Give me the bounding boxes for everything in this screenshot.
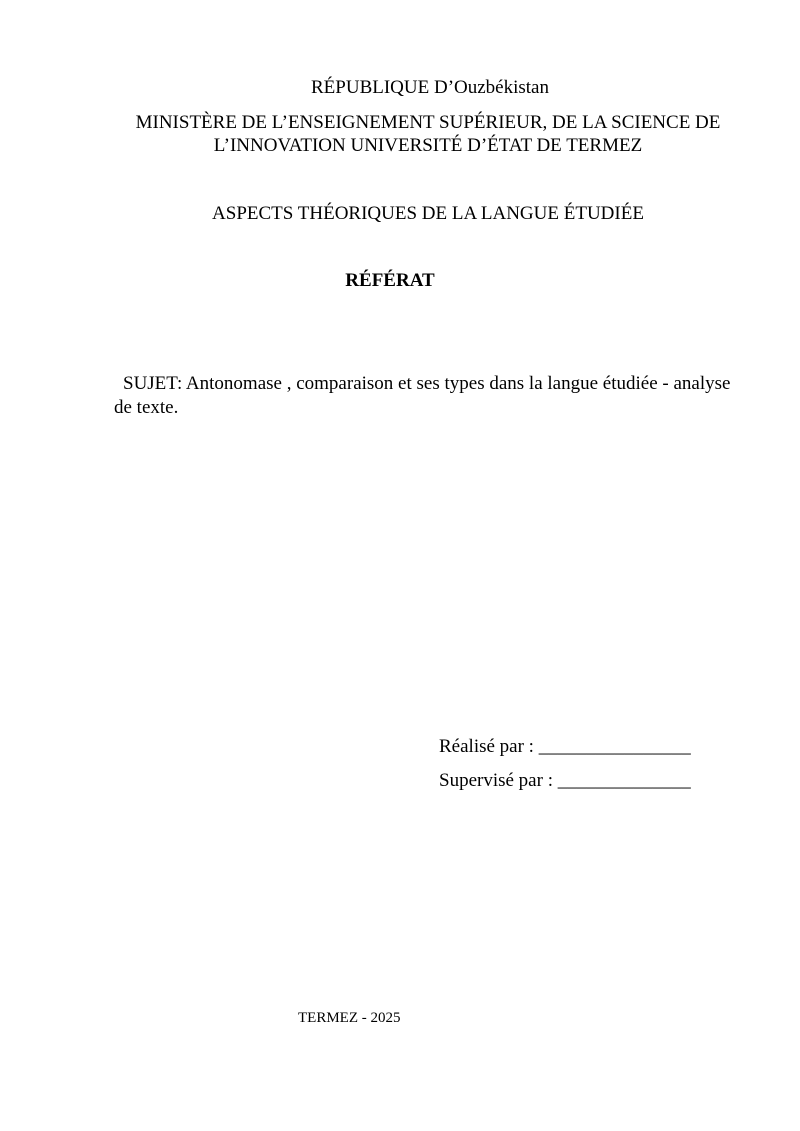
republic-heading: RÉPUBLIQUE D’Ouzbékistan	[311, 77, 549, 98]
footer-city-year: TERMEZ - 2025	[298, 1010, 401, 1026]
supervise-par-field: Supervisé par : ______________	[439, 770, 691, 791]
ministry-heading-line-1: MINISTÈRE DE L’ENSEIGNEMENT SUPÉRIEUR, DE LA SCIENCE DE	[135, 112, 721, 133]
course-title: ASPECTS THÉORIQUES DE LA LANGUE ÉTUDIÉE	[212, 203, 644, 224]
document-type-title: RÉFÉRAT	[345, 270, 435, 291]
subject-line-1: SUJET: Antonomase , comparaison et ses types dans la langue étudiée - analyse	[123, 373, 731, 394]
ministry-heading-line-2: L’INNOVATION UNIVERSITÉ D’ÉTAT DE TERMEZ	[213, 135, 643, 156]
realise-par-field: Réalisé par : ________________	[439, 736, 691, 757]
subject-line-2: de texte.	[114, 397, 179, 418]
